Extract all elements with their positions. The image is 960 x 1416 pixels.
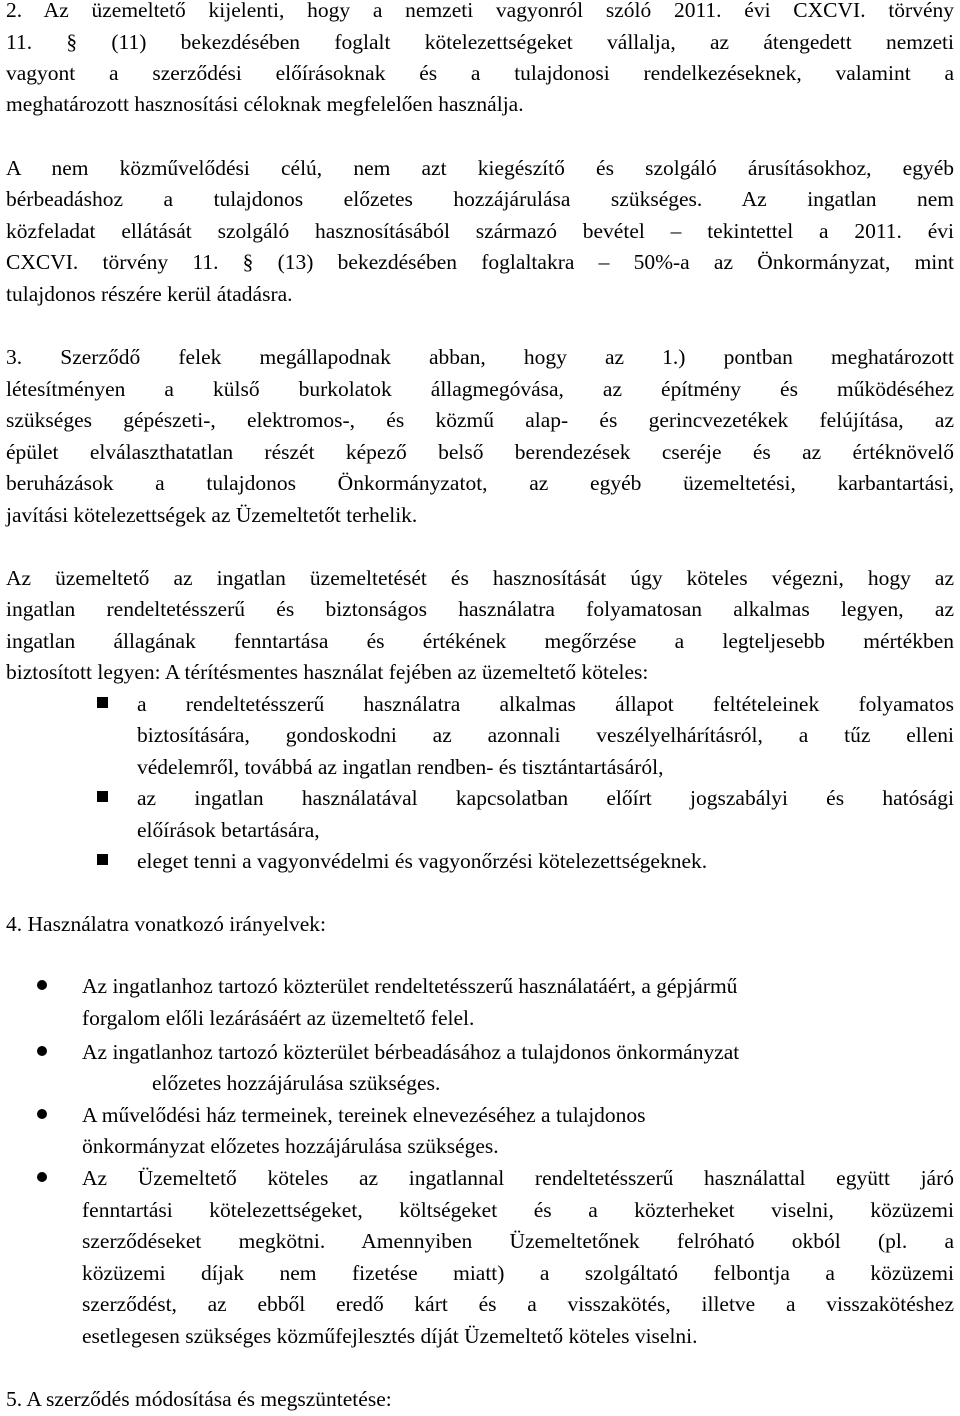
list-item: a rendeltetésszerű használatra alkalmas állapot feltételeinek folyamatos [137, 692, 954, 716]
list-item: esetlegesen szükséges közműfejlesztés díját Üzemeltető köteles viselni. [82, 1324, 698, 1348]
section-heading: 4. Használatra vonatkozó irányelvek: [6, 912, 326, 936]
text-line: ingatlan állagának fenntartása és értékének megőrzése a legteljesebb mértékben [6, 629, 954, 653]
list-item: előzetes hozzájárulása szükséges. [152, 1071, 441, 1095]
text-line: CXCVI. törvény 11. § (13) bekezdésében foglaltakra – 50%-a az Önkormányzat, mint [6, 250, 954, 274]
list-item: szerződést, az ebből eredő kárt és a visszakötés, illetve a visszakötéshez [82, 1292, 954, 1316]
list-item: forgalom előli lezárásáért az üzemeltető felel. [82, 1006, 475, 1030]
text-line: létesítményen a külső burkolatok állagmegóvása, az építmény és működéséhez [6, 377, 954, 401]
text-line: közfeladat ellátását szolgáló hasznosításából származó bevétel – tekintettel a 2011. évi [6, 219, 954, 243]
text-line: ingatlan rendeltetésszerű és biztonságos használatra folyamatosan alkalmas legyen, az [6, 597, 954, 621]
round-bullet-icon [37, 980, 47, 990]
round-bullet-icon [37, 1046, 47, 1056]
text-line: tulajdonos részére kerül átadásra. [6, 282, 293, 306]
list-item: előírások betartására, [137, 818, 320, 842]
round-bullet-icon [37, 1172, 47, 1182]
section-heading: 5. A szerződés módosítása és megszüntetése: [6, 1387, 392, 1411]
text-line: szükséges gépészeti-, elektromos-, és közmű alap- és gerincvezetékek felújítása, az [6, 408, 954, 432]
list-item: Az Üzemeltető köteles az ingatlannal rendeltetésszerű használattal együtt járó [82, 1166, 954, 1190]
text-line: 3. Szerződő felek megállapodnak abban, hogy az 1.) pontban meghatározott [6, 345, 954, 369]
text-line: 11. § (11) bekezdésében foglalt kötelezettségeket vállalja, az átengedett nemzeti [6, 30, 954, 54]
list-item: önkormányzat előzetes hozzájárulása szükséges. [82, 1134, 499, 1158]
list-item: eleget tenni a vagyonvédelmi és vagyonőrzési kötelezettségeknek. [137, 849, 708, 873]
text-line: épület elválaszthatatlan részét képező belső berendezések cseréje és az értéknövelő [6, 440, 954, 464]
list-item: védelemről, továbbá az ingatlan rendben- és tisztántartásáról, [137, 755, 664, 779]
round-bullet-icon [37, 1109, 47, 1119]
text-line: 2. Az üzemeltető kijelenti, hogy a nemzeti vagyonról szóló 2011. évi CXCVI. törvény [6, 0, 954, 22]
text-line: beruházások a tulajdonos Önkormányzatot, az egyéb üzemeltetési, karbantartási, [6, 471, 954, 495]
text-line: meghatározott hasznosítási céloknak megfelelően használja. [6, 92, 524, 116]
list-item: biztosítására, gondoskodni az azonnali veszélyelhárításról, a tűz elleni [137, 723, 954, 747]
text-line: Az üzemeltető az ingatlan üzemeltetését és hasznosítását úgy köteles végezni, hogy az [6, 566, 954, 590]
text-line: vagyont a szerződési előírásoknak és a tulajdonosi rendelkezéseknek, valamint a [6, 61, 954, 85]
square-bullet-icon [97, 854, 108, 865]
square-bullet-icon [97, 697, 108, 708]
list-item: Az ingatlanhoz tartozó közterület rendeltetésszerű használatáért, a gépjármű [82, 974, 738, 998]
square-bullet-icon [97, 791, 108, 802]
text-line: A nem közművelődési célú, nem azt kiegészítő és szolgáló árusításokhoz, egyéb [6, 156, 954, 180]
list-item: Az ingatlanhoz tartozó közterület bérbeadásához a tulajdonos önkormányzat [82, 1040, 740, 1064]
list-item: szerződéseket megkötni. Amennyiben Üzemeltetőnek felróható okból (pl. a [82, 1229, 954, 1253]
list-item: A művelődési ház termeinek, tereinek elnevezéséhez a tulajdonos [82, 1103, 646, 1127]
list-item: fenntartási kötelezettségeket, költségeket és a közterheket viselni, közüzemi [82, 1198, 954, 1222]
list-item: közüzemi díjak nem fizetése miatt) a szolgáltató felbontja a közüzemi [82, 1261, 954, 1285]
text-line: javítási kötelezettségek az Üzemeltetőt terhelik. [6, 503, 418, 527]
list-item: az ingatlan használatával kapcsolatban előírt jogszabályi és hatósági [137, 786, 954, 810]
text-line: biztosított legyen: A térítésmentes használat fejében az üzemeltető köteles: [6, 660, 649, 684]
text-line: bérbeadáshoz a tulajdonos előzetes hozzájárulása szükséges. Az ingatlan nem [6, 187, 954, 211]
